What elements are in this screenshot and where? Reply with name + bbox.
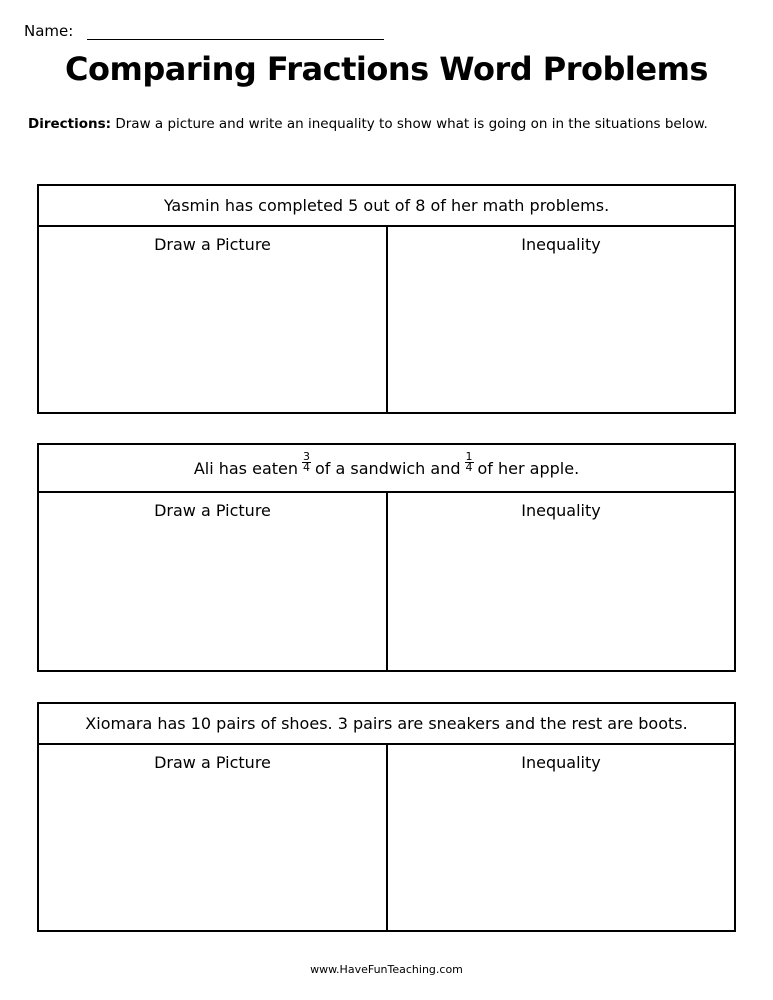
draw-picture-label: Draw a Picture	[154, 501, 271, 520]
inequality-area-1[interactable]	[388, 227, 734, 412]
inequality-area-2[interactable]	[388, 493, 734, 670]
directions-text: Draw a picture and write an inequality to show what is going on in the situations below.	[111, 116, 708, 132]
page-title: Comparing Fractions Word Problems	[65, 50, 708, 88]
inequality-area-3[interactable]	[388, 745, 734, 930]
problem-box-2	[37, 443, 736, 672]
name-label: Name:	[24, 22, 74, 40]
fraction-numerator: 3	[303, 449, 311, 463]
draw-picture-area-2[interactable]	[39, 493, 388, 670]
draw-picture-area-3[interactable]	[39, 745, 388, 930]
prompt-part-2: of a sandwich and	[315, 458, 461, 478]
draw-picture-area-1[interactable]	[39, 227, 388, 412]
fraction-numerator: 1	[465, 449, 473, 463]
inequality-label: Inequality	[521, 501, 601, 520]
draw-picture-label: Draw a Picture	[154, 235, 271, 254]
fraction-one-fourth	[465, 449, 474, 474]
directions	[28, 116, 708, 132]
directions-label: Directions:	[28, 116, 112, 132]
problem-prompt-3: Xiomara has 10 pairs of shoes. 3 pairs are sneakers and the rest are boots.	[39, 704, 734, 745]
fraction-three-fourths	[302, 449, 311, 474]
name-line[interactable]	[87, 23, 384, 40]
problem-prompt-1: Yasmin has completed 5 out of 8 of her math problems.	[39, 186, 734, 227]
inequality-label: Inequality	[521, 235, 601, 254]
inequality-label: Inequality	[521, 753, 601, 772]
prompt-part-3: of her apple.	[477, 458, 580, 478]
problem-prompt-2	[39, 445, 734, 493]
footer-url: www.HaveFunTeaching.com	[310, 963, 463, 976]
fraction-denominator: 4	[465, 460, 473, 474]
draw-picture-label: Draw a Picture	[154, 753, 271, 772]
problem-box-3	[37, 702, 736, 932]
name-row	[24, 22, 384, 40]
problem-box-1	[37, 184, 736, 414]
prompt-part-1: Ali has eaten	[193, 458, 299, 478]
fraction-denominator: 4	[303, 460, 311, 474]
